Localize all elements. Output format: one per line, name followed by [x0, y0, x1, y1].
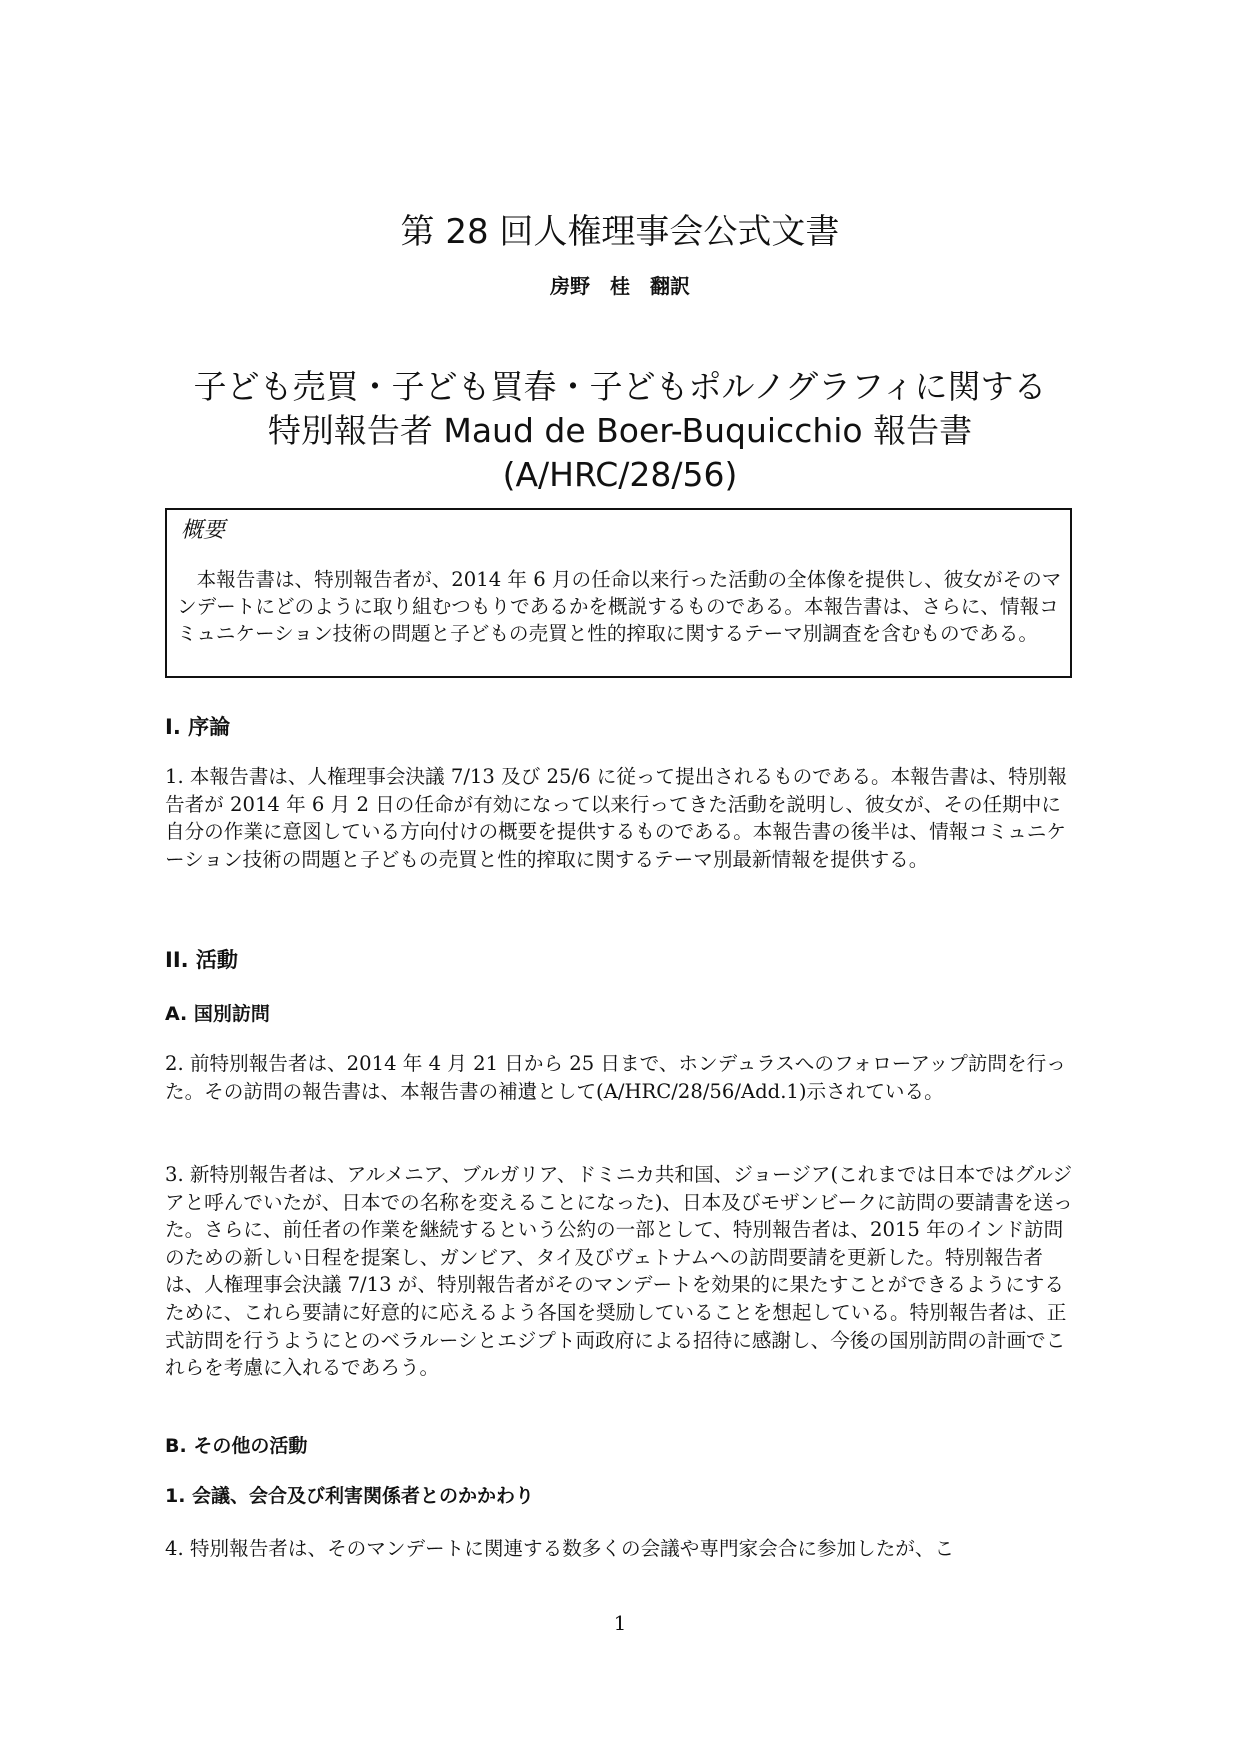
paragraph-4: 4. 特別報告者は、そのマンデートに関連する数多くの会議や専門家会合に参加したが、こ: [165, 1537, 955, 1560]
translator-credit: 房野 桂 翻訳: [550, 274, 690, 298]
subsection-heading-other-activities: B. その他の活動: [165, 1435, 308, 1457]
section-heading-introduction: I. 序論: [165, 715, 231, 739]
report-title-line: 子ども売買・子ども買春・子どもポルノグラフィに関する: [193, 367, 1047, 406]
summary-text: 本報告書は、特別報告者が、2014 年 6 月の任命以来行った活動の全体像を提供し、彼女がそのマンデートにどのように取り組むつもりであるかを概説するものである。本報告書は、さらに、情報コミュニケーション技術の問題と子どもの売買と性的搾取に関するテーマ別調査を含むものである。: [177, 568, 1062, 645]
page-number: 1: [613, 1611, 627, 1635]
subsection-heading-country-visits: A. 国別訪問: [165, 1003, 270, 1025]
report-title-line: 特別報告者 Maud de Boer-Buquicchio 報告書: [267, 411, 973, 450]
document-title: 第 28 回人権理事会公式文書: [400, 212, 840, 252]
summary-box: [165, 508, 1072, 678]
paragraph-2: 2. 前特別報告者は、2014 年 4 月 21 日から 25 日まで、ホンデュラスへのフォローアップ訪問を行った。その訪問の報告書は、本報告書の補遺として(A/HRC/28/56/Add.1)示されている。: [165, 1052, 1066, 1103]
subsection-heading-meetings: 1. 会議、会合及び利害関係者とのかかわり: [165, 1485, 535, 1507]
report-title: [0, 365, 1240, 497]
section-heading-activities: II. 活動: [165, 948, 238, 972]
paragraph-3: 3. 新特別報告者は、アルメニア、ブルガリア、ドミニカ共和国、ジョージア(これまでは日本ではグルジアと呼んでいたが、日本での名称を変えることになった)、日本及びモザンビークに訪問の要請書を送った。さらに、前任者の作業を継続するという公約の一部として、特別報告者は、2015 年のインド訪問のための新しい日程を提案し、ガンビア、タイ及びヴェトナムへの訪問要請を更新した。特別報告者は、人権理事会決議 7/13 が、特別報告者がそのマンデートを効果的に果たすことができるようにするために、これら要請に好意的に応えるよう各国を奨励していることを想起している。特別報告者は、正式訪問を行うようにとのベラルーシとエジプト両政府による招待に感謝し、今後の国別訪問の計画でこれらを考慮に入れるであろう。: [165, 1163, 1073, 1380]
paragraph-1: 1. 本報告書は、人権理事会決議 7/13 及び 25/6 に従って提出されるものである。本報告書は、特別報告者が 2014 年 6 月 2 日の任命が有効になって以来行ってきた活動を説明し、彼女が、その任期中に自分の作業に意図している方向付けの概要を提供するものである。本報告書の後半は、情報コミュニケーション技術の問題と子どもの売買と性的搾取に関するテーマ別最新情報を提供する。: [165, 765, 1067, 871]
summary-label: 概要: [181, 518, 226, 543]
report-title-line: (A/HRC/28/56): [502, 455, 738, 494]
